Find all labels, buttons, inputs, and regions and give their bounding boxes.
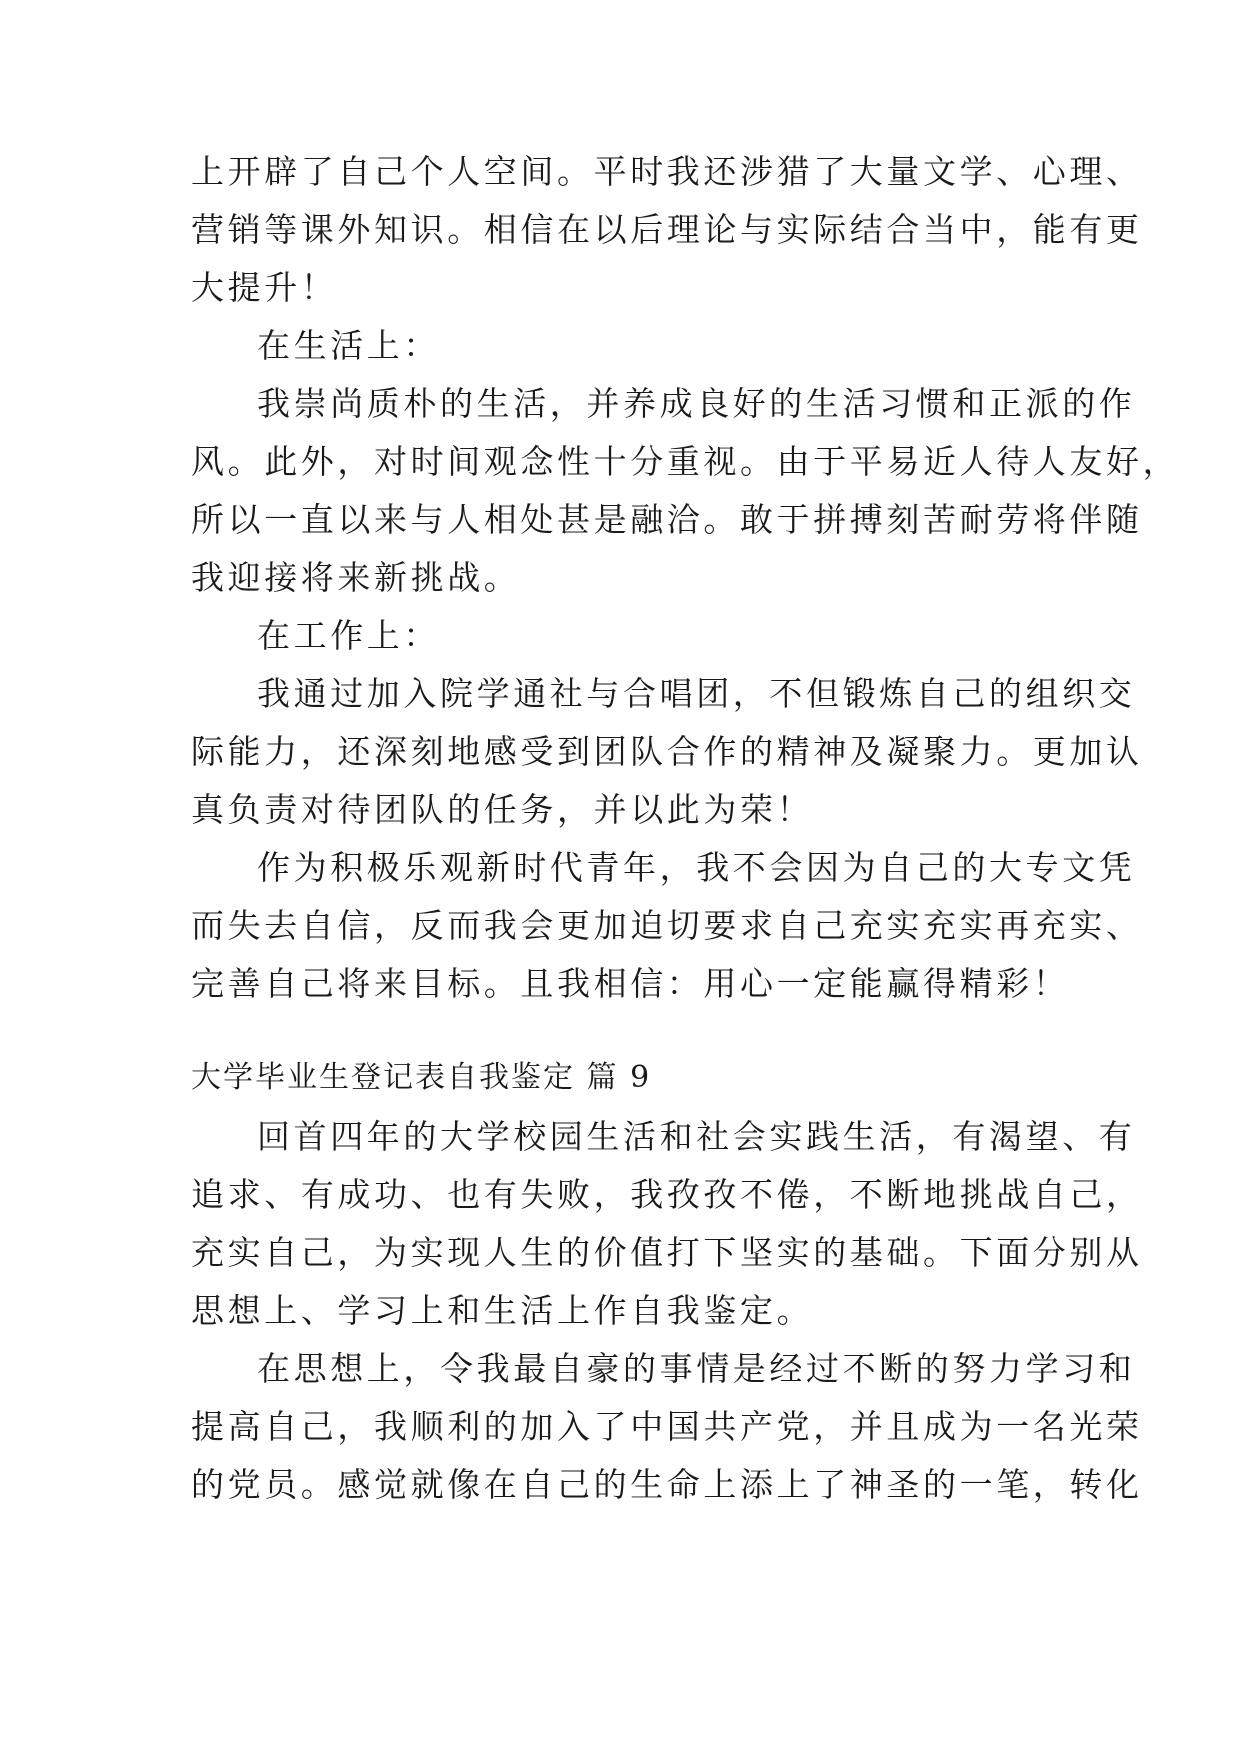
paragraph-line: 上开辟了自己个人空间。平时我还涉猎了大量文学、心理、 (191, 152, 1143, 191)
paragraph-line: 追求、有成功、也有失败，我孜孜不倦，不断地挑战自己， (191, 1175, 1143, 1214)
paragraph-line: 营销等课外知识。相信在以后理论与实际结合当中，能有更 (191, 210, 1143, 249)
paragraph-line: 所以一直以来与人相处甚是融洽。敢于拼搏刻苦耐劳将伴随 (191, 500, 1143, 539)
paragraph-line: 的党员。感觉就像在自己的生命上添上了神圣的一笔，转化 (191, 1465, 1143, 1504)
paragraph-line: 风。此外，对时间观念性十分重视。由于平易近人待人友好， (191, 442, 1180, 481)
section-heading: 大学毕业生登记表自我鉴定 篇 9 (191, 1060, 652, 1095)
paragraph-line: 作为积极乐观新时代青年，我不会因为自己的大专文凭 (257, 848, 1136, 887)
paragraph-line: 回首四年的大学校园生活和社会实践生活，有渴望、有 (257, 1117, 1136, 1156)
paragraph-line: 际能力，还深刻地感受到团队合作的精神及凝聚力。更加认 (191, 732, 1143, 771)
paragraph-line: 提高自己，我顺利的加入了中国共产党，并且成为一名光荣 (191, 1407, 1143, 1446)
paragraph-line: 大提升！ (191, 268, 338, 307)
paragraph-line: 而失去自信，反而我会更加迫切要求自己充实充实再充实、 (191, 906, 1143, 945)
paragraph-line: 完善自己将来目标。且我相信：用心一定能赢得精彩！ (191, 964, 1070, 1003)
paragraph-line: 在思想上，令我最自豪的事情是经过不断的努力学习和 (257, 1349, 1136, 1388)
section-label-life: 在生活上： (257, 326, 440, 365)
paragraph-line: 我崇尚质朴的生活，并养成良好的生活习惯和正派的作 (257, 384, 1136, 423)
paragraph-line: 我迎接将来新挑战。 (191, 558, 521, 597)
paragraph-line: 真负责对待团队的任务，并以此为荣！ (191, 790, 814, 829)
paragraph-line: 充实自己，为实现人生的价值打下坚实的基础。下面分别从 (191, 1233, 1143, 1272)
paragraph-line: 我通过加入院学通社与合唱团，不但锻炼自己的组织交 (257, 674, 1136, 713)
section-label-work: 在工作上： (257, 616, 440, 655)
paragraph-line: 思想上、学习上和生活上作自我鉴定。 (191, 1291, 814, 1330)
